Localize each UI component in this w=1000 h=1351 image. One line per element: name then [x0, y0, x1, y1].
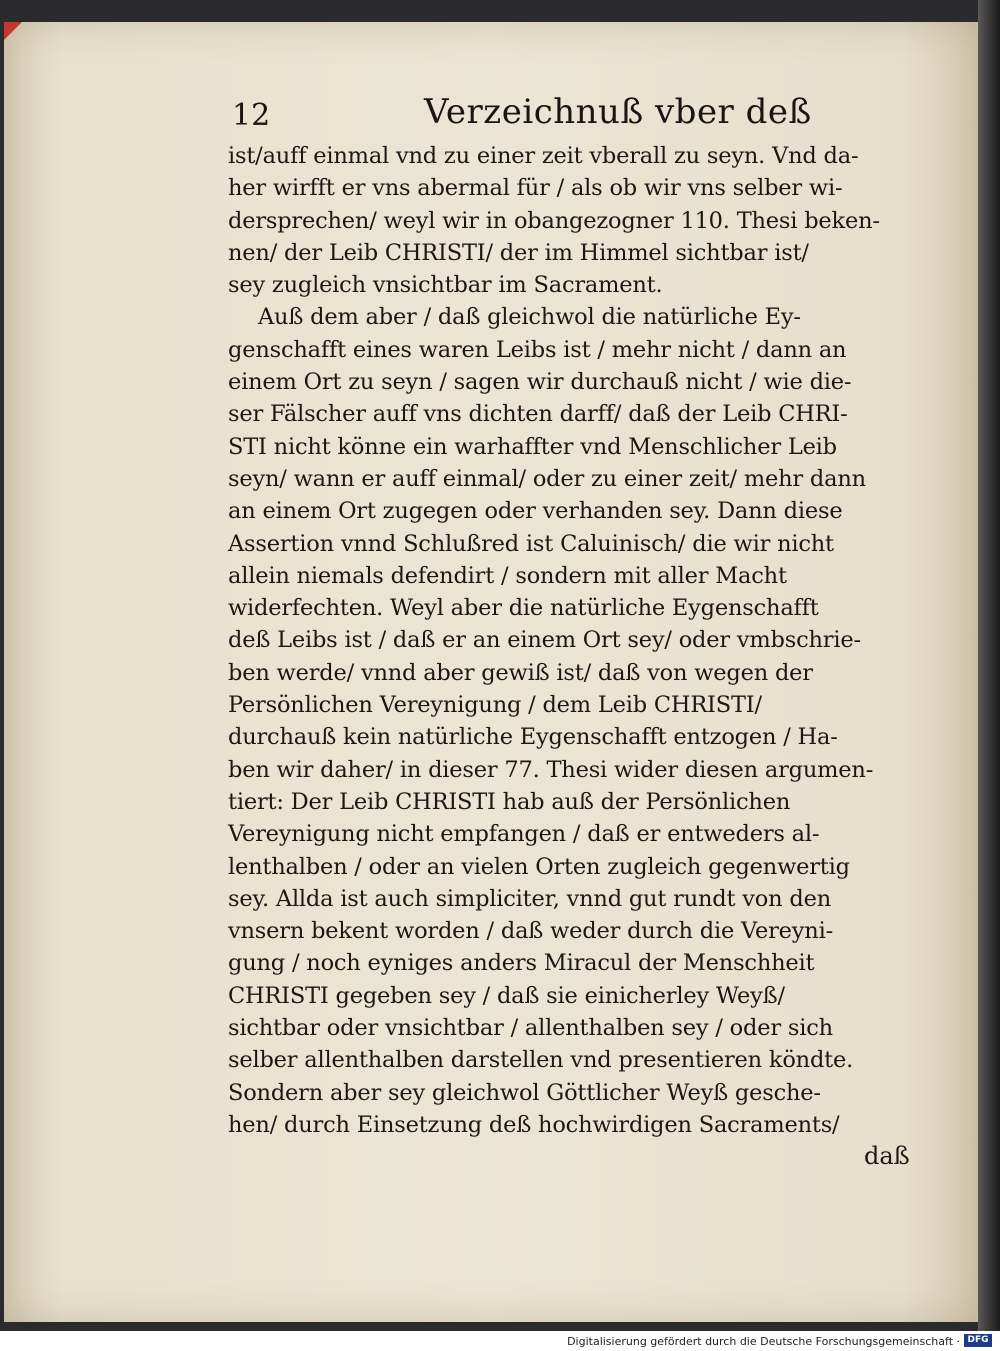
page-header: [4, 92, 980, 142]
text-line: deß Leibs ist / daß er an einem Ort sey/ oder vmbschrie-: [228, 627, 861, 654]
text-line: Auß dem aber / daß gleichwol die natürliche Ey-: [258, 304, 801, 331]
text-line: lenthalben / oder an vielen Orten zugleich gegenwertig: [228, 853, 850, 880]
text-line: durchauß kein natürliche Eygenschafft entzogen / Ha-: [228, 724, 838, 751]
text-line: an einem Ort zugegen oder verhanden sey. Dann diese: [228, 498, 843, 525]
text-line: ben wir daher/ in dieser 77. Thesi wider diesen argumen-: [228, 756, 874, 783]
text-line: STI nicht könne ein warhaffter vnd Menschlicher Leib: [228, 433, 837, 460]
text-line: ben werde/ vnnd aber gewiß ist/ daß von wegen der: [228, 659, 813, 686]
text-line: her wirfft er vns abermal für / als ob wir vns selber wi-: [228, 175, 843, 202]
text-line: genschafft eines waren Leibs ist / mehr nicht / dann an: [228, 336, 847, 363]
text-line: selber allenthalben darstellen vnd presentieren köndte.: [228, 1047, 854, 1074]
page-number: 12: [232, 98, 271, 133]
text-line: gung / noch eyniges anders Miracul der Menschheit: [228, 950, 815, 977]
text-line: Sondern aber sey gleichwol Göttlicher Weyß gesche-: [228, 1079, 821, 1106]
text-line: hen/ durch Einsetzung deß hochwirdigen Sacraments/: [228, 1111, 840, 1138]
dfg-logo-icon: DFG: [964, 1334, 992, 1347]
text-line: dersprechen/ weyl wir in obangezogner 110. Thesi beken-: [228, 207, 880, 234]
text-line: CHRISTI gegeben sey / daß sie einicherley Weyß/: [228, 982, 785, 1009]
text-line: widerfechten. Weyl aber die natürliche Eygenschafft: [228, 595, 819, 622]
footer-bar: [0, 1331, 1000, 1351]
running-title: Verzeichnuß vber deß: [424, 92, 812, 132]
text-line: sichtbar oder vnsichtbar / allenthalben sey / oder sich: [228, 1015, 833, 1042]
binding-shadow: [978, 0, 1000, 1331]
corner-mark: [4, 22, 22, 40]
text-line: ist/auff einmal vnd zu einer zeit vberall zu seyn. Vnd da-: [228, 143, 859, 169]
text-line: Persönlichen Vereynigung / dem Leib CHRISTI/: [228, 692, 762, 719]
text-line: allein niemals defendirt / sondern mit aller Macht: [228, 562, 787, 589]
text-line: sey. Allda ist auch simpliciter, vnnd gut rundt von den: [228, 885, 831, 912]
text-line: nen/ der Leib CHRISTI/ der im Himmel sichtbar ist/: [228, 239, 809, 266]
text-line: Assertion vnnd Schlußred ist Caluinisch/ die wir nicht: [228, 530, 834, 557]
text-line: tiert: Der Leib CHRISTI hab auß der Persönlichen: [228, 788, 791, 815]
catchword: daß: [864, 1142, 910, 1170]
book-page: [4, 22, 980, 1322]
text-line: einem Ort zu seyn / sagen wir durchauß nicht / wie die-: [228, 369, 852, 396]
text-line: Vereynigung nicht empfangen / daß er entweders al-: [228, 821, 820, 848]
text-line: sey zugleich vnsichtbar im Sacrament.: [228, 272, 663, 299]
text-line: seyn/ wann er auff einmal/ oder zu einer zeit/ mehr dann: [228, 465, 866, 492]
body-text: [228, 140, 928, 1141]
funding-credit: Digitalisierung gefördert durch die Deutsche Forschungsgemeinschaft ·: [567, 1335, 960, 1348]
text-line: ser Fälscher auff vns dichten darff/ daß der Leib CHRI-: [228, 401, 848, 428]
text-line: vnsern bekent worden / daß weder durch die Vereyni-: [228, 918, 834, 945]
